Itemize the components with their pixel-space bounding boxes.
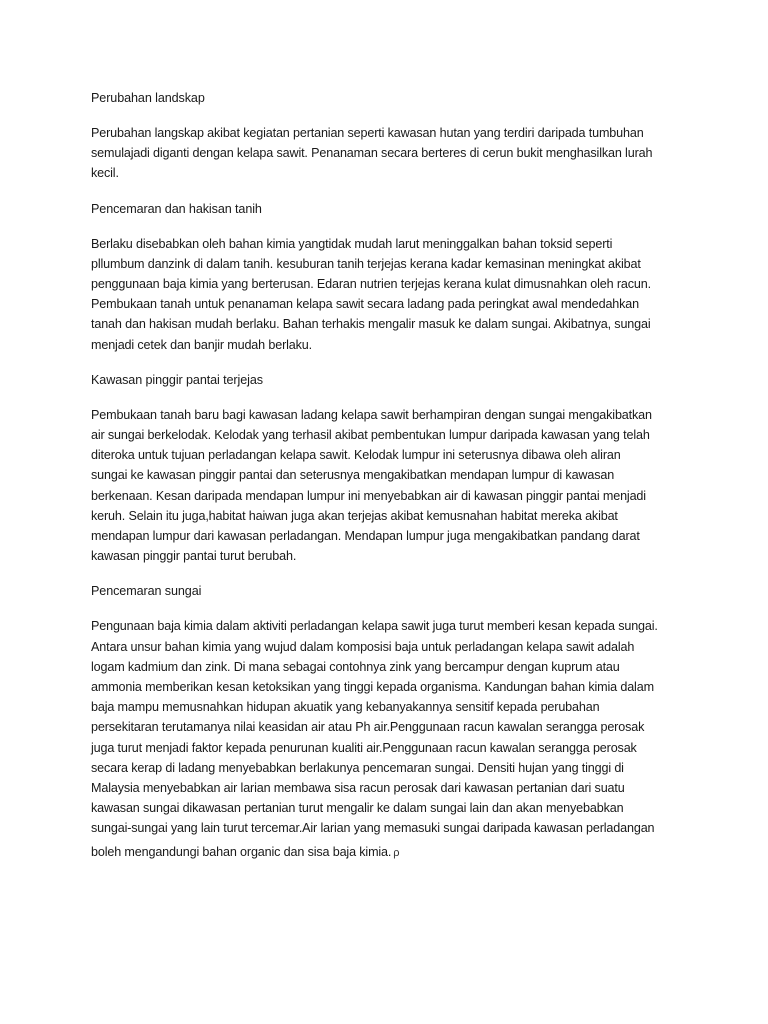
section-paragraph <box>91 234 691 355</box>
paragraph-line: Pengunaan baja kimia dalam aktiviti perladangan kelapa sawit juga turut memberi kesan kepada sungai. <box>91 619 658 634</box>
paragraph-line: mendapan lumpur dari kawasan perladangan. Mendapan lumpur juga mengakibatkan pandang darat <box>91 529 640 544</box>
paragraph-line: logam kadmium dan zink. Di mana sebagai contohnya zink yang bercampur dengan kuprum atau <box>91 659 620 674</box>
paragraph-line: ammonia memberikan kesan ketoksikan yang tinggi kepada organisma. Kandungan bahan kimia dalam <box>91 680 654 695</box>
paragraph-line: menjadi cetek dan banjir mudah berlaku. <box>91 337 312 352</box>
paragraph-line: juga turut menjadi faktor kepada penurunan kualiti air.Penggunaan racun kawalan serangga perosak <box>91 740 637 755</box>
paragraph-line <box>91 842 691 863</box>
paragraph-line: sungai ke kawasan pinggir pantai dan seterusnya mengakibatkan mendapan lumpur di kawasan <box>91 468 615 483</box>
section-heading: Pencemaran sungai <box>91 584 202 599</box>
section-paragraph <box>91 616 691 862</box>
section-hakisan-tanih <box>91 199 691 355</box>
paragraph-line: kawasan sungai dikawasan pertanian turut mengalir ke dalam sungai lain dan akan menyebabkan <box>91 801 624 816</box>
section-heading: Perubahan landskap <box>91 91 205 105</box>
paragraph-line: keruh. Selain itu juga,habitat haiwan juga akan terjejas akibat kemusnahan habitat mereka akibat <box>91 508 618 523</box>
paragraph-line: air sungai berkelodak. Kelodak yang terhasil akibat pembentukan lumpur daripada kawasan yang telah <box>91 428 650 443</box>
section-pinggir-pantai <box>91 370 691 567</box>
paragraph-line: Antara unsur bahan kimia yang wujud dalam komposisi baja untuk perladangan kelapa sawit adalah <box>91 639 635 654</box>
paragraph-line: kawasan pinggir pantai turut berubah. <box>91 549 297 564</box>
paragraph-line: tanah dan hakisan mudah berlaku. Bahan terhakis mengalir masuk ke dalam sungai. Akibatnya, sungai <box>91 317 651 332</box>
paragraph-line: pllumbum danzink di dalam tanih. kesuburan tanih terjejas kerana kadar kemasinan meningkat akibat <box>91 256 641 271</box>
paragraph-line: penggunaan baja kimia yang berterusan. Edaran nutrien terjejas kerana kulat dimusnahkan oleh racun. <box>91 277 651 292</box>
paragraph-line-text: boleh mengandungi bahan organic dan sisa baja kimia. <box>91 844 392 859</box>
section-heading: Kawasan pinggir pantai terjejas <box>91 372 263 387</box>
paragraph-line: persekitaran terutamanya nilai keasidan air atau Ph air.Penggunaan racun kawalan serangga perosak <box>91 720 645 735</box>
section-paragraph <box>91 123 691 184</box>
paragraph-line: Malaysia menyebabkan air larian membawa sisa racun perosak dari kawasan pertanian dari suatu <box>91 781 625 796</box>
paragraph-line: kecil. <box>91 166 119 181</box>
paragraph-line: diteroka untuk tujuan perladangan kelapa sawit. Kelodak lumpur ini seterusnya dibawa oleh aliran <box>91 448 621 463</box>
paragraph-line: Pembukaan tanah untuk penanaman kelapa sawit secara ladang pada peringkat awal mendedahkan <box>91 297 640 312</box>
paragraph-line: berkenaan. Kesan daripada mendapan lumpur ini menyebabkan air di kawasan pinggir pantai menjadi <box>91 488 646 503</box>
section-paragraph <box>91 405 691 567</box>
paragraph-line: secara kerap di ladang menyebabkan berlakunya pencemaran sungai. Densiti hujan yang tinggi di <box>91 760 624 775</box>
document-page <box>91 88 691 878</box>
section-pencemaran-sungai <box>91 581 691 862</box>
paragraph-line: Berlaku disebabkan oleh bahan kimia yangtidak mudah larut meninggalkan bahan toksid seperti <box>91 236 613 251</box>
paragraph-line: semulajadi diganti dengan kelapa sawit. Penanaman secara berteres di cerun bukit menghasilkan lurah <box>91 146 653 161</box>
paragraph-line: sungai-sungai yang lain turut tercemar.Air larian yang memasuki sungai daripada kawasan perladangan <box>91 821 655 836</box>
paragraph-line: baja mampu memusnahkan hidupan akuatik yang kebanyakannya sensitif kepada perubahan <box>91 700 600 715</box>
paragraph-line: Pembukaan tanah baru bagi kawasan ladang kelapa sawit berhampiran dengan sungai mengakibatkan <box>91 407 652 422</box>
paragraph-mark-icon: ρ <box>393 846 400 859</box>
paragraph-line: Perubahan langskap akibat kegiatan pertanian seperti kawasan hutan yang terdiri daripada tumbuhan <box>91 126 644 140</box>
section-heading: Pencemaran dan hakisan tanih <box>91 201 262 216</box>
section-landskap <box>91 88 691 184</box>
